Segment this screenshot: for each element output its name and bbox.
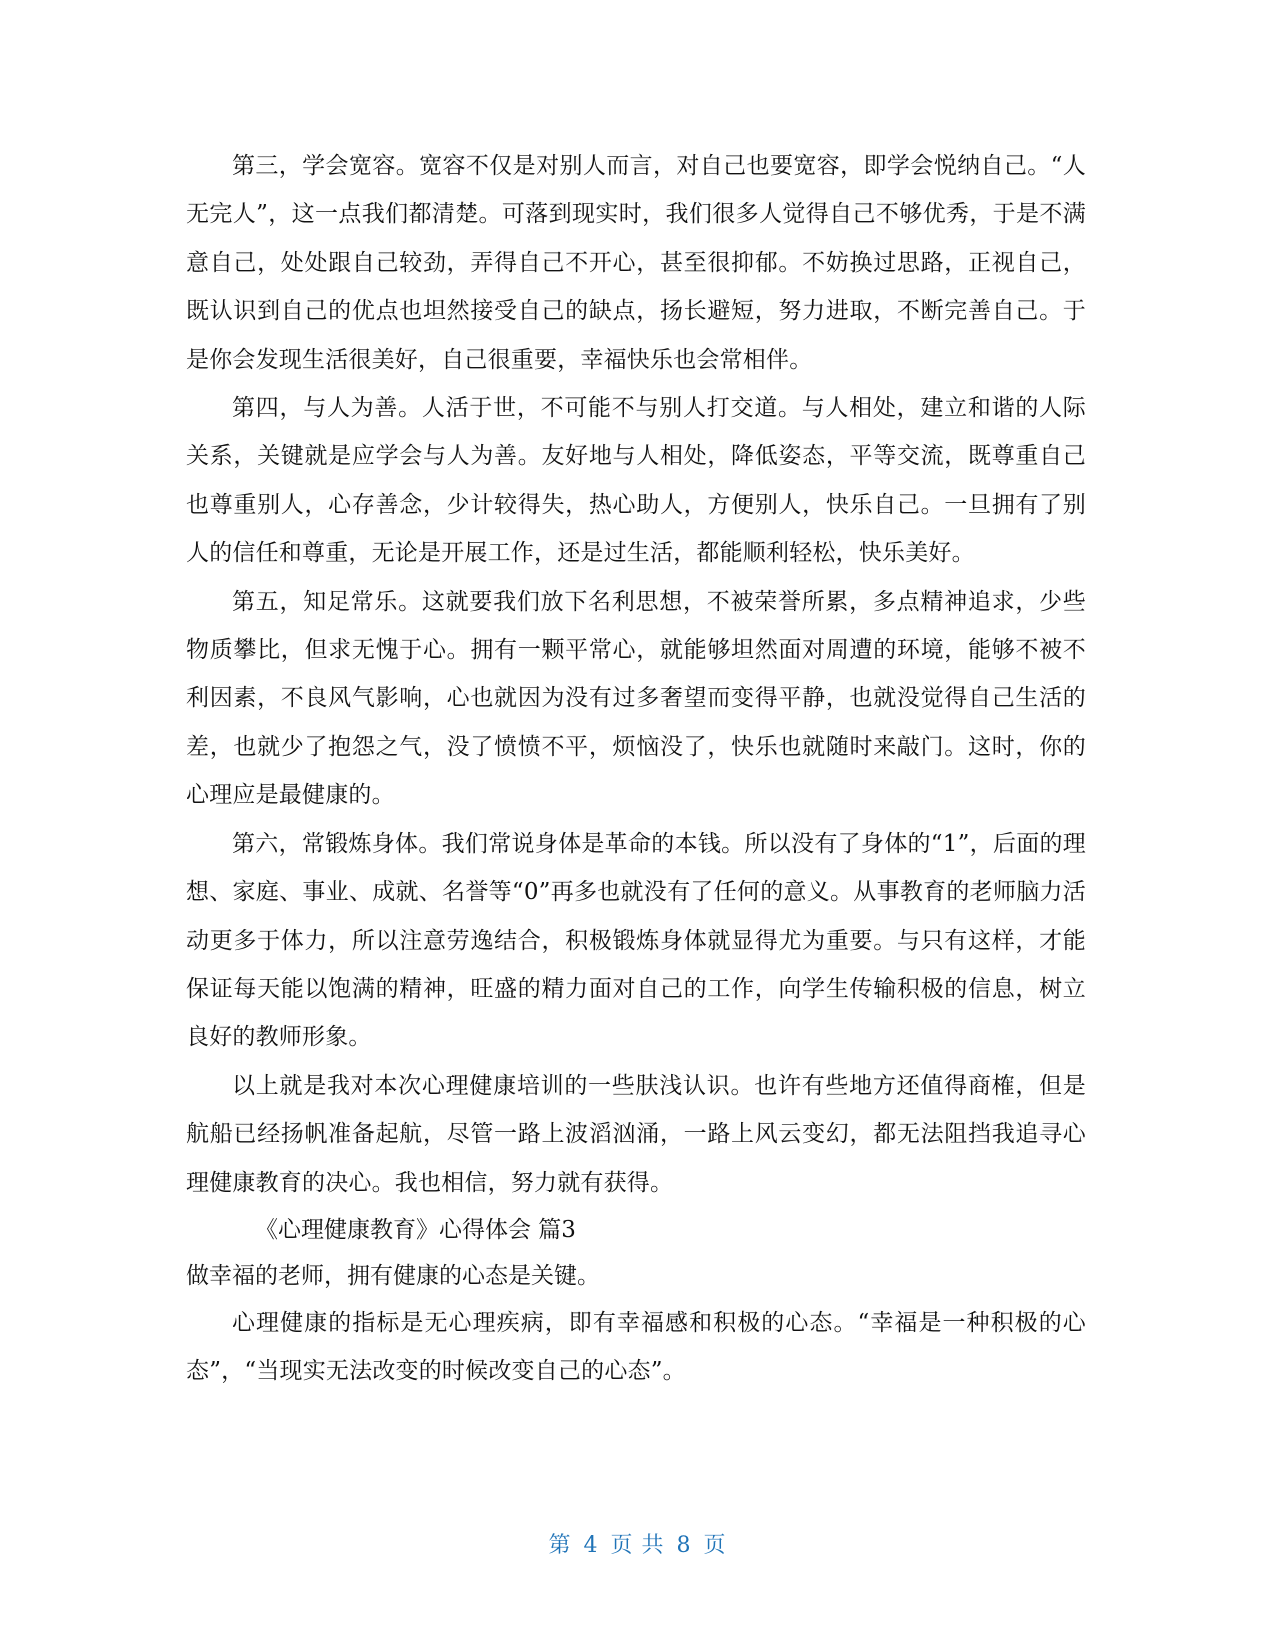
- paragraph-tolerance: 第三，学会宽容。宽容不仅是对别人而言，对自己也要宽容，即学会悦纳自己。“人无完人”，这一点我们都清楚。可落到现实时，我们很多人觉得自己不够优秀，于是不满意自己，处处跟自己较劲，弄得自己不开心，甚至很抑郁。不妨换过思路，正视自己，既认识到自己的优点也坦然接受自己的缺点，扬长避短，努力进取，不断完善自己。于是你会发现生活很美好，自己很重要，幸福快乐也会常相伴。: [186, 153, 1086, 373]
- paragraph-kindness: 第四，与人为善。人活于世，不可能不与别人打交道。与人相处，建立和谐的人际关系，关键就是应学会与人为善。友好地与人相处，降低姿态，平等交流，既尊重自己也尊重别人，心存善念，少计较得失，热心助人，方便别人，快乐自己。一旦拥有了别人的信任和尊重，无论是开展工作，还是过生活，都能顺利轻松，快乐美好。: [186, 395, 1086, 567]
- footer-total-pages: 8: [676, 1533, 692, 1558]
- paragraph-contentment: 第五，知足常乐。这就要我们放下名利思想，不被荣誉所累，多点精神追求，少些物质攀比，但求无愧于心。拥有一颗平常心，就能够坦然面对周遭的环境，能够不被不利因素，不良风气影响，心也就因为没有过多奢望而变得平静，也就没觉得自己生活的差，也就少了抱怨之气，没了愤愤不平，烦恼没了，快乐也就随时来敲门。这时，你的心理应是最健康的。: [186, 588, 1086, 809]
- lead-line: 做幸福的老师，拥有健康的心态是关键。: [186, 1262, 600, 1289]
- page-footer: [0, 1528, 1275, 1559]
- document-body: [186, 142, 1086, 1396]
- paragraph-exercise: 第六，常锻炼身体。我们常说身体是革命的本钱。所以没有了身体的“1”，后面的理想、家庭、事业、成就、名誉等“0”再多也就没有了任何的意义。从事教育的老师脑力活动更多于体力，所以注意劳逸结合，积极锻炼身体就显得尤为重要。与只有这样，才能保证每天能以饱满的精神，旺盛的精力面对自己的工作，向学生传输积极的信息，树立良好的教师形象。: [186, 830, 1086, 1051]
- section-heading: 《心理健康教育》心得体会 篇3: [255, 1216, 576, 1243]
- paragraph-closing: 心理健康的指标是无心理疾病，即有幸福感和积极的心态。“幸福是一种积极的心态”，“当现实无法改变的时候改变自己的心态”。: [186, 1309, 1086, 1385]
- footer-prefix: 第: [548, 1533, 572, 1558]
- footer-suffix: 页: [703, 1533, 727, 1558]
- paragraph-conclusion: 以上就是我对本次心理健康培训的一些肤浅认识。也许有些地方还值得商榷，但是航船已经扬帆准备起航，尽管一路上波滔汹涌，一路上风云变幻，都无法阻挡我追寻心理健康教育的决心。我也相信，努力就有获得。: [186, 1072, 1086, 1196]
- footer-middle: 页 共: [610, 1533, 665, 1558]
- footer-page-number: 4: [583, 1533, 599, 1558]
